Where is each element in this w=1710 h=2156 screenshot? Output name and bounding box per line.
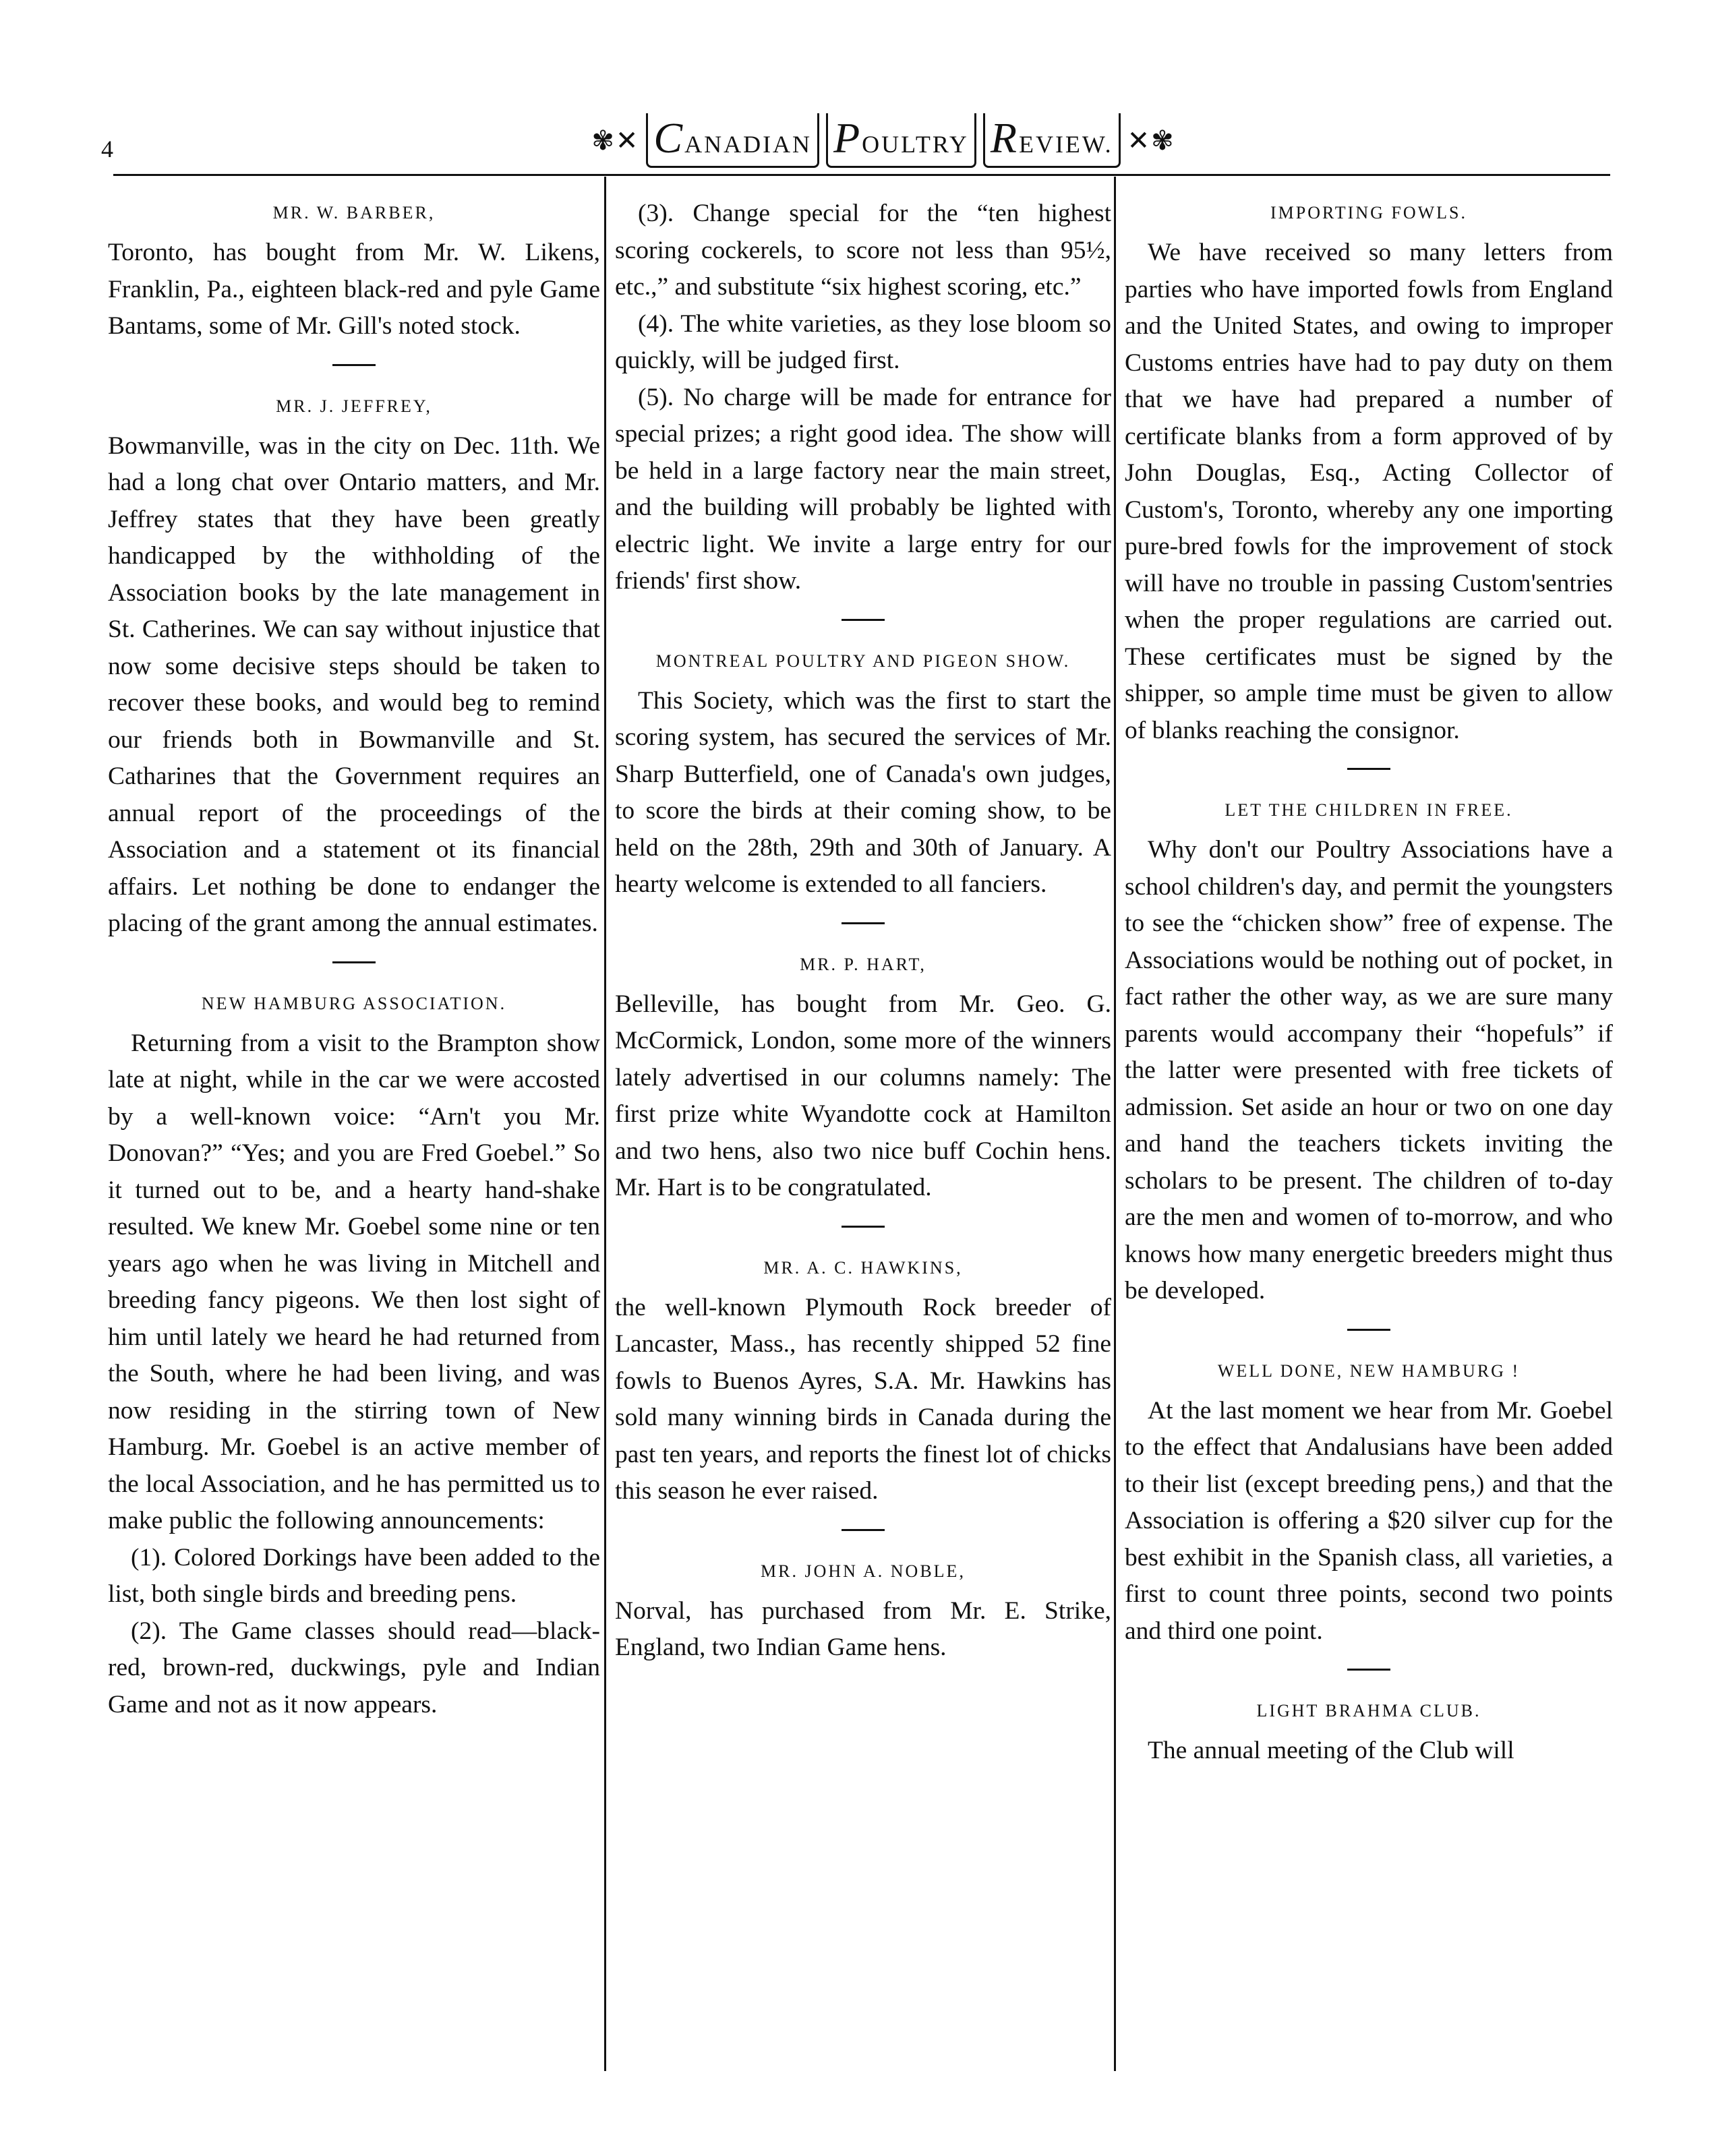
column-3 bbox=[1125, 196, 1613, 1770]
header-rule bbox=[113, 174, 1610, 176]
separator bbox=[842, 1529, 885, 1531]
separator bbox=[842, 619, 885, 621]
column-divider-1 bbox=[604, 177, 606, 2071]
masthead-title bbox=[646, 113, 1120, 168]
heading-well-done: WELL DONE, NEW HAMBURG ! bbox=[1217, 1360, 1521, 1381]
article-barber: Toronto, has bought from Mr. W. Likens, Franklin, Pa., eighteen black-red and pyle Game Bantams, some of Mr. Gill's noted stock. bbox=[108, 239, 600, 340]
masthead bbox=[580, 113, 1187, 167]
heading-hawkins: MR. A. C. HAWKINS, bbox=[763, 1257, 963, 1278]
heading-jeffrey: MR. J. JEFFREY, bbox=[276, 396, 432, 416]
heading-importing: IMPORTING FOWLS. bbox=[1270, 203, 1467, 222]
separator bbox=[332, 364, 376, 366]
article-hart: Belleville, has bought from Mr. Geo. G. McCormick, London, some more of the winners lately advertised in our columns namely: The first prize white Wyandotte cock at Hamilton and two hens, also two nice buff Cochin hens. Mr. Hart is to be congratulated. bbox=[615, 990, 1111, 1201]
separator bbox=[842, 1226, 885, 1228]
article-hawkins: the well-known Plymouth Rock breeder of Lancaster, Mass., has recently shipped 52 fine fowls to Buenos Ayres, S.A. Mr. Hawkins has sold many winning birds in Canada during the past ten years, and reports the finest lot of chicks this season he ever raised. bbox=[615, 1293, 1111, 1505]
separator bbox=[842, 922, 885, 924]
ornament-right-icon: ✕✾ bbox=[1127, 125, 1175, 156]
article-new-hamburg-p4: (3). Change special for the “ten highest scoring cockerels, to score not less than 95½, etc.,” and substitute “six highest scoring, etc.” bbox=[615, 200, 1111, 301]
heading-brahma: LIGHT BRAHMA CLUB. bbox=[1256, 1701, 1481, 1720]
article-jeffrey: Bowmanville, was in the city on Dec. 11th. We had a long chat over Ontario matters, and Mr. Jeffrey states that they have been greatly handicapped by the withholding of the Association books by the late management in St. Catherines. We can say without injustice that now some decisive steps should be taken to recover these books, and would beg to remind our friends both in Bowmanville and St. Catharines that the Government requires an annual report of the proceedings of the Association and a statement ot its financial affairs. Let nothing be done to endanger the placing of the grant among the annual estimates. bbox=[108, 431, 600, 937]
ornament-left-icon: ✾✕ bbox=[591, 125, 640, 156]
article-importing: We have received so many letters from parties who have imported fowls from England and the United States, and owing to improper Customs entries have had to pay duty on them that we have had prepared a number of certificate blanks from a form approved of by John Douglas, Esq., Acting Collector of Custom's, Toronto, whereby any one importing pure-bred fowls for the improvement of stock will have no trouble in passing Custom'sentries when the proper regulations are carried out. These certificates must be signed by the shipper, so ample time must be given to allow of blanks reaching the consignor. bbox=[1125, 239, 1613, 744]
article-new-hamburg-p5: (4). The white varieties, as they lose bloom so quickly, will be judged first. bbox=[615, 309, 1111, 374]
masthead-word-review: REVIEW. bbox=[983, 113, 1121, 168]
page-number: 4 bbox=[101, 136, 113, 162]
article-brahma: The annual meeting of the Club will bbox=[1148, 1737, 1514, 1764]
article-well-done: At the last moment we hear from Mr. Goebel to the effect that Andalusians have been added to their list (except breeding pens,) and that the Association is offering a $20 silver cup for the best exhibit in the Spanish class, all varieties, a first to count three points, second two points and third one point. bbox=[1125, 1396, 1613, 1645]
masthead-word-poultry: POULTRY bbox=[826, 113, 976, 168]
masthead-word-canadian: CANADIAN bbox=[646, 113, 819, 168]
article-noble: Norval, has purchased from Mr. E. Strike, England, two Indian Game hens. bbox=[615, 1596, 1111, 1661]
article-children: Why don't our Poultry Associations have a school children's day, and permit the youngsters to see the “chicken show” free of expense. The Associations would be nothing out of pocket, in fact rather the other way, as we are sure many parents would accompany their “hopefuls” if the latter were presented with free tickets of admission. Set aside an hour or two on one day and hand the teachers tickets inviting the scholars to be present. The children of to-day are the men and women of to-morrow, and who knows how many energetic breeders might thus be developed. bbox=[1125, 836, 1613, 1305]
article-new-hamburg-p2: (1). Colored Dorkings have been added to the list, both single birds and breeding pens. bbox=[108, 1543, 600, 1608]
heading-montreal: MONTREAL POULTRY AND PIGEON SHOW. bbox=[655, 651, 1071, 671]
heading-hart: MR. P. HART, bbox=[800, 954, 926, 974]
article-new-hamburg-p6: (5). No charge will be made for entrance for special prizes; a right good idea. The show will be held in a large factory near the main street, and the building will probably be lighted with electric light. We invite a large entry for our friends' first show. bbox=[615, 383, 1111, 595]
separator bbox=[1347, 768, 1390, 770]
article-new-hamburg-p3: (2). The Game classes should read—black-red, brown-red, duckwings, pyle and Indian Game and not as it now appears. bbox=[108, 1617, 600, 1718]
separator bbox=[1347, 1329, 1390, 1331]
heading-new-hamburg: NEW HAMBURG ASSOCIATION. bbox=[201, 993, 507, 1013]
article-new-hamburg-p1: Returning from a visit to the Brampton show late at night, while in the car we were accosted by a well-known voice: “Arn't you Mr. Donovan?” “Yes; and you are Fred Goebel.” So it turned out to be, and a hearty hand-shake resulted. We knew Mr. Goebel some nine or ten years ago when he was living in Mitchell and breeding fancy pigeons. We then lost sight of him until lately we heard he had returned from the South, where he had been living, and was now residing in the stirring town of New Hamburg. Mr. Goebel is an active member of the local Association, and he has permitted us to make public the following announcements: bbox=[108, 1029, 600, 1534]
separator bbox=[332, 961, 376, 963]
heading-barber: MR. W. BARBER, bbox=[272, 203, 436, 222]
column-2 bbox=[615, 196, 1111, 1667]
column-1 bbox=[108, 196, 600, 1723]
column-divider-2 bbox=[1114, 177, 1116, 2071]
separator bbox=[1347, 1669, 1390, 1671]
heading-noble: MR. JOHN A. NOBLE, bbox=[761, 1561, 966, 1581]
article-montreal: This Society, which was the first to start the scoring system, has secured the services of Mr. Sharp Butterfield, one of Canada's own judges, to score the birds at their coming show, to be held on the 28th, 29th and 30th of January. A hearty welcome is extended to all fanciers. bbox=[615, 686, 1111, 898]
heading-children: LET THE CHILDREN IN FREE. bbox=[1225, 800, 1513, 820]
